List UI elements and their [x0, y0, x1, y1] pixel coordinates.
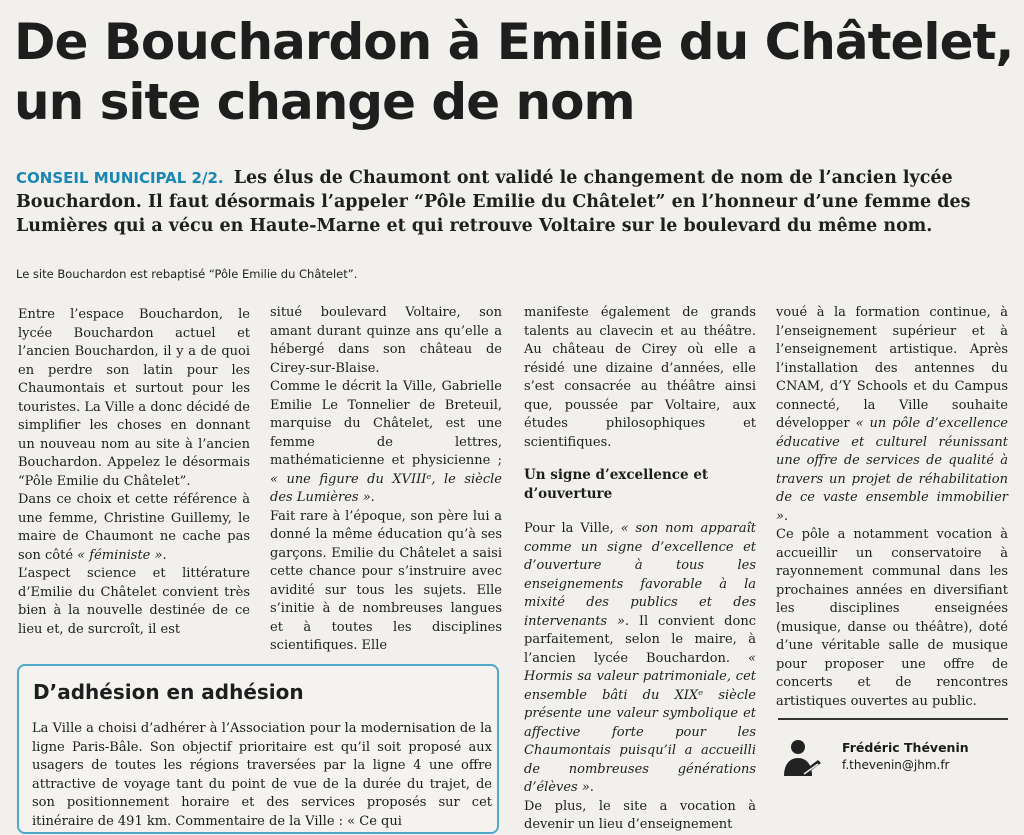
article-column-3 [524, 304, 756, 835]
quote: « un pôle d’excellence éducative et culturel réunissant une offre de services de qualité à travers un projet de réhabilitation de ce vaste ensemble immobilier » [776, 416, 1009, 524]
author-email: f.thevenin@jhm.fr [842, 758, 950, 772]
text: Comme le décrit la Ville, Gabrielle Emilie Le Tonnelier de Breteuil, marquise du Châtelet, est une femme de lettres, mathématicienne et physicienne ; [270, 379, 502, 468]
article-headline [14, 12, 1014, 132]
lede-text: Les élus de Chaumont ont validé le changement de nom de l’ancien lycée Bouchardon. Il faut désormais l’appeler “Pôle Emilie du Châtelet” en l’honneur d’une femme des Lumières qui a vécu en Haute-Marne et qui retrouve Voltaire sur le boulevard du même nom. [16, 168, 971, 236]
text: . [370, 490, 375, 505]
paragraph [776, 304, 1008, 526]
text: . [589, 780, 594, 795]
quote: « Hormis sa valeur patrimoniale, cet ensemble bâti du XIXᵉ siècle présente une valeur symbolique et affective forte pour les Chaumontais puisqu’il a accueilli de nombreuses générations d’élèves » [524, 650, 756, 795]
section-kicker: CONSEIL MUNICIPAL 2/2. [16, 169, 224, 187]
text: . [783, 508, 789, 524]
photo-caption: Le site Bouchardon est rebaptisé “Pôle Emilie du Châtelet”. [16, 267, 358, 281]
paragraph [18, 491, 250, 565]
quote: « son nom apparaît comme un signe d’excellence et d’ouverture à tous les enseignements favorable à la mixité des publics et des intervenants » [524, 521, 756, 629]
headline-line-2: un site change de nom [14, 73, 635, 131]
author-name: Frédéric Thévenin [842, 740, 969, 755]
sidebar-box [17, 664, 499, 834]
paragraph: De plus, le site a vocation à devenir un lieu d’enseignement [524, 798, 756, 832]
headline-line-1: De Bouchardon à Emilie du Châtelet, [14, 13, 1014, 71]
signature-divider [778, 718, 1008, 720]
article-column-2 [270, 304, 502, 656]
paragraph: Fait rare à l’époque, son père lui a donné la même éducation qu’à ses garçons. Emilie du Châtelet a saisi cette chance pour s’instruire avec avidité sur tous les sujets. Elle s’initie à de nombreuses langues et à toutes les disciplines scientifiques. Elle [270, 508, 502, 653]
quote: « une figure du XVIIIᵉ, le siècle des Lumières » [270, 471, 502, 505]
writer-icon [778, 738, 822, 778]
paragraph: Ce pôle a notamment vocation à accueillir un conservatoire à rayonnement communal dans les prochaines années en diversifiant les disciplines enseignées (musique, danse ou théâtre), doté d’une véritable salle de musique pour proposer une offre de concerts et de rencontres artistiques ouvertes au public. [776, 527, 1008, 709]
article-column-1 [18, 306, 250, 639]
text: voué à la formation continue, à l’enseignement supérieur et à l’enseignement artistique. Après l’installation des antennes du CNAM, d’Y Schools et du Campus connecté, la Ville souhaite développer [776, 305, 1008, 431]
text: . Il convient donc parfaitement, selon le maire, à l’ancien lycée Bouchardon. [524, 613, 756, 666]
paragraph [524, 520, 756, 798]
text: . [162, 547, 167, 563]
paragraph: Entre l’espace Bouchardon, le lycée Bouchardon actuel et l’ancien Bouchardon, il y a de quoi en perdre son latin pour les Chaumontais et surtout pour les touristes. La Ville a donc décidé de simplifier les choses en donnant un nouveau nom au site à l’ancien Bouchardon. Appelez le désormais “Pôle Emilie du Châtelet”. [18, 307, 250, 489]
text: Dans ce choix et cette référence à une femme, Christine Guillemy, le maire de Chaumont ne cache pas son côté [18, 492, 250, 563]
paragraph: situé boulevard Voltaire, son amant durant quinze ans qu’elle a hébergé dans son château de Cirey-sur-Blaise. [270, 305, 502, 376]
article-lede [16, 166, 1016, 238]
quote: « féministe » [77, 547, 163, 563]
text: Pour la Ville, [524, 521, 614, 536]
paragraph [270, 378, 502, 508]
subheading: Un signe d’excellence et d’ouverture [524, 467, 709, 502]
paragraph: manifeste également de grands talents au clavecin et au théâtre. Au château de Cirey où elle a résidé une dizaine d’années, elle s’est consacrée au théâtre ainsi que, poussée par Voltaire, aux études philosophiques et scientifiques. [524, 305, 756, 450]
article-column-4 [776, 304, 1008, 711]
box-text: La Ville a choisi d’adhérer à l’Association pour la modernisation de la ligne Paris-Bâle. Son objectif prioritaire est qu’il soit proposé aux usagers de toutes les régions traversées par la ligne 4 une offre attractive de voyage tant du point de vue de la durée du trajet, de son positionnement horaire et des services proposés sur cet itinéraire de 491 km. Commentaire de la Ville : « Ce qui [32, 721, 492, 829]
paragraph: L’aspect science et littérature d’Emilie du Châtelet convient très bien à la nouvelle destinée de ce lieu et, de surcroît, il est [18, 566, 250, 637]
box-title: D’adhésion en adhésion [33, 680, 304, 704]
